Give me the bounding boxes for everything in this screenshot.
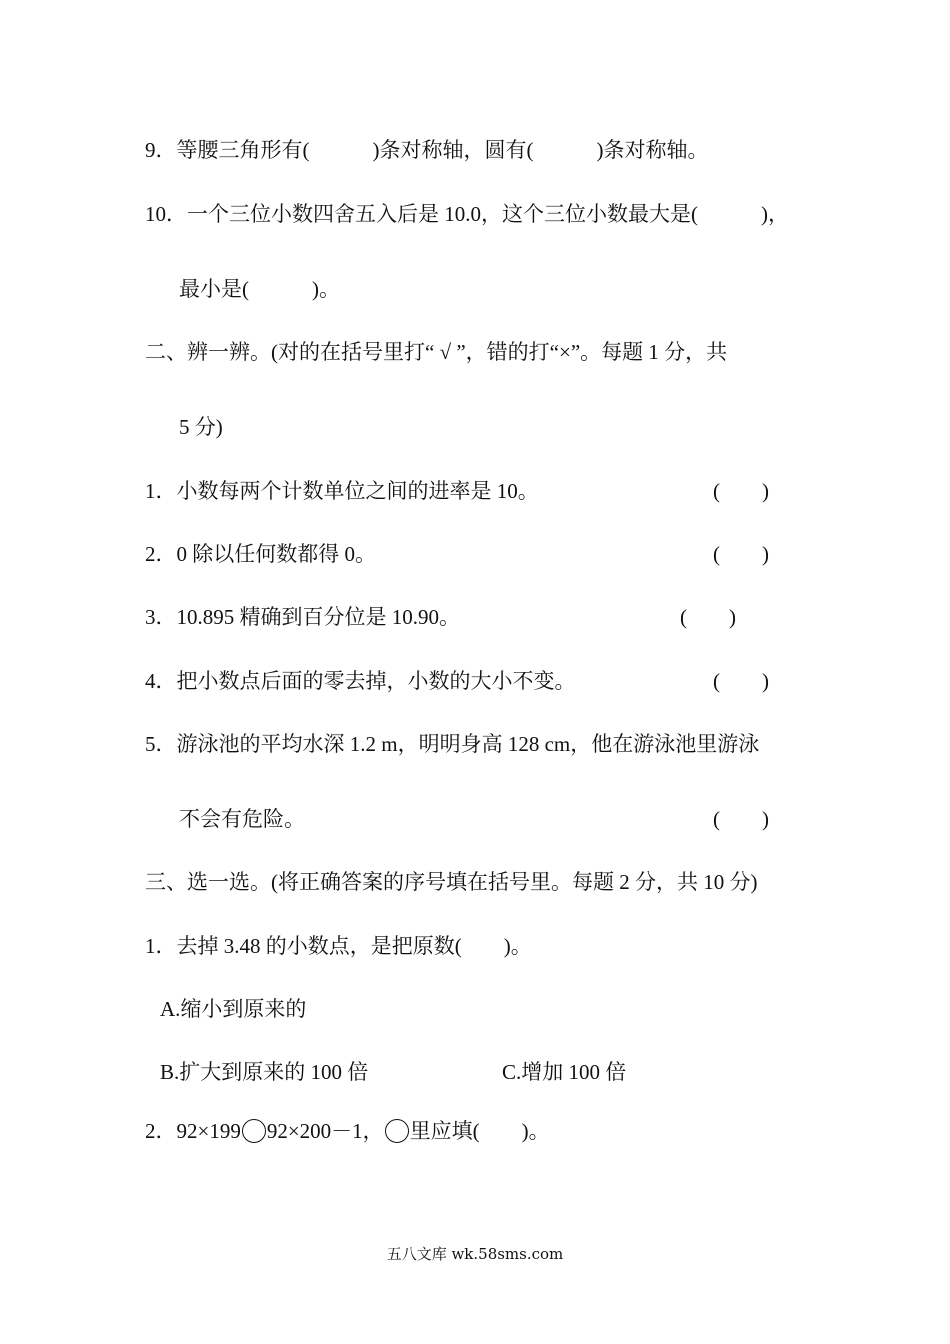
choice-2-expr-right: 92×200－1， bbox=[266, 1119, 384, 1143]
answer-paren-2: ( ) bbox=[713, 542, 769, 566]
footer-watermark: 五八文库 wk.58sms.com bbox=[386, 1245, 564, 1263]
choice-2-expr-tail: 里应填( )。 bbox=[409, 1119, 550, 1143]
section-2-heading: 二、辨一辨。(对的在括号里打“ √ ”，错的打“×”。每题 1 分，共 bbox=[145, 340, 728, 364]
choice-1-option-a: A.缩小到原来的 bbox=[160, 997, 307, 1021]
answer-paren-5: ( ) bbox=[713, 807, 769, 831]
answer-paren-1: ( ) bbox=[713, 479, 769, 503]
blank-circle-icon bbox=[242, 1119, 266, 1143]
question-10-line1: 10．一个三位小数四舍五入后是 10.0，这个三位小数最大是( )， bbox=[145, 202, 789, 226]
judge-item-4: 4．把小数点后面的零去掉，小数的大小不变。 bbox=[145, 669, 576, 693]
answer-paren-4: ( ) bbox=[713, 669, 769, 693]
judge-item-5-line1: 5．游泳池的平均水深 1.2 m，明明身高 128 cm，他在游泳池里游泳 bbox=[145, 732, 760, 756]
blank-circle-icon bbox=[385, 1119, 409, 1143]
section-2-heading-cont: 5 分) bbox=[179, 415, 223, 439]
choice-1-option-b: B.扩大到原来的 100 倍 bbox=[160, 1060, 369, 1084]
question-10-line2: 最小是( )。 bbox=[179, 277, 340, 301]
section-3-heading: 三、选一选。(将正确答案的序号填在括号里。每题 2 分，共 10 分) bbox=[145, 870, 758, 894]
choice-2-expr-left: 2．92×199 bbox=[145, 1119, 241, 1143]
choice-question-1: 1．去掉 3.48 的小数点，是把原数( )。 bbox=[145, 934, 532, 958]
question-9: 9．等腰三角形有( )条对称轴，圆有( )条对称轴。 bbox=[145, 138, 709, 162]
judge-item-5-line2: 不会有危险。 bbox=[179, 807, 305, 831]
judge-item-3: 3．10.895 精确到百分位是 10.90。 bbox=[145, 605, 460, 629]
choice-question-2 bbox=[145, 1117, 550, 1145]
choice-1-option-c: C.增加 100 倍 bbox=[502, 1060, 627, 1084]
answer-paren-3: ( ) bbox=[680, 605, 736, 629]
judge-item-1: 1．小数每两个计数单位之间的进率是 10。 bbox=[145, 479, 539, 503]
judge-item-2: 2．0 除以任何数都得 0。 bbox=[145, 542, 376, 566]
